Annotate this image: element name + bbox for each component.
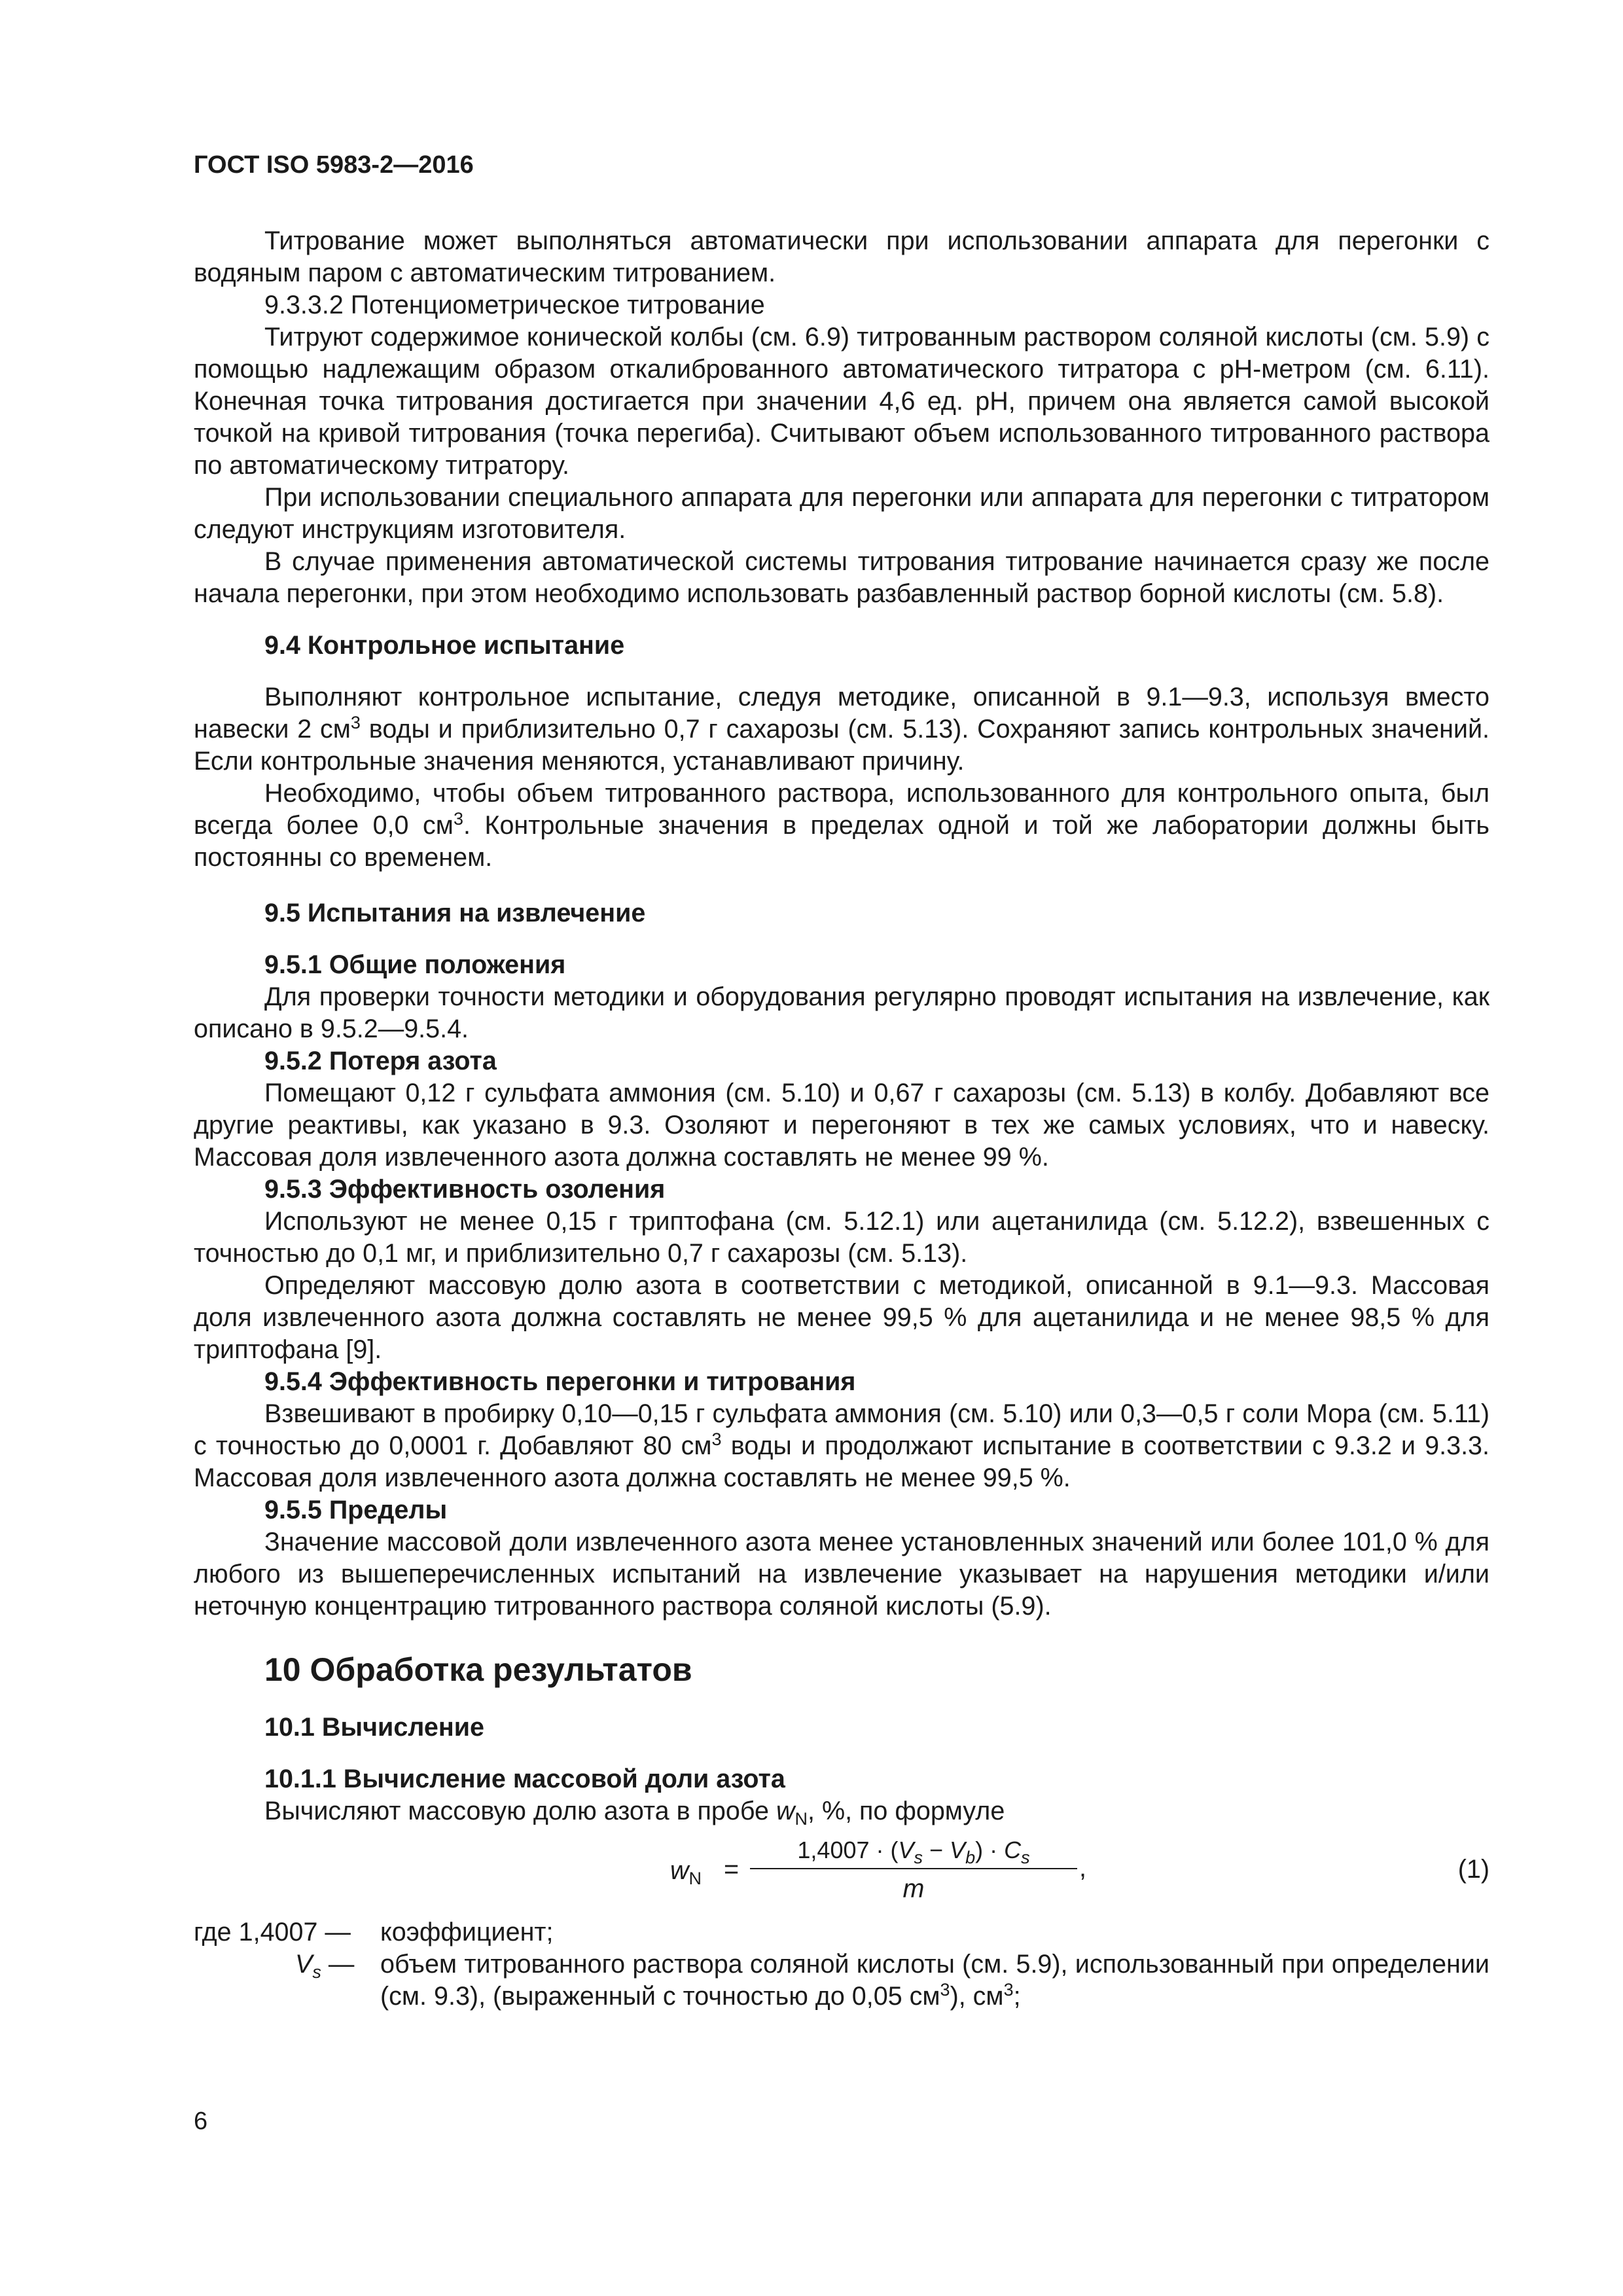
section-heading-9-5-2: 9.5.2 Потеря азота <box>264 1047 497 1075</box>
section-heading-9-4: 9.4 Контрольное испытание <box>264 631 625 660</box>
paragraph: Вычисляют массовую долю азота в пробе $w_N$, %, по формуле <box>264 1797 1005 1829</box>
paragraph: Необходимо, чтобы объем титрованного раствора, использованного для контрольного опыта, был всегда более 0,0 $см^3$. Контрольные значения в пределах одной и той же лаборатории должны быть постоянны со временем. <box>194 779 1489 872</box>
formula-comma: , <box>1079 1854 1086 1882</box>
page-number: 6 <box>194 2108 208 2135</box>
paragraph: Значение массовой доли извлеченного азота менее установленных значений или более 101,0 % для любого из вышеперечисленных испытаний на извлечение указывает на нарушения методики и/или неточную концентрацию титрованного раствора соляной кислоты (5.9). <box>194 1528 1489 1621</box>
formula-1 <box>194 1834 1489 1906</box>
where-coefficient-text: коэффициент; <box>380 1918 554 1946</box>
section-heading-9-5-1: 9.5.1 Общие положения <box>264 950 566 979</box>
where-vs <box>194 1948 1489 2013</box>
section-heading-9-5-3: 9.5.3 Эффективность озоления <box>264 1175 666 1204</box>
paragraph: Выполняют контрольное испытание, следуя методике, описанной в 9.1—9.3, используя вместо навески 2 $см^3$ воды и приблизительно 0,7 г сахарозы (см. 5.13). Сохраняют запись контрольных значений. Если контрольные значения меняются, устанавливают причину. <box>194 683 1489 776</box>
paragraph: Взвешивают в пробирку 0,10—0,15 г сульфата аммония (см. 5.10) или 0,3—0,5 г соли Мора (см. 5.11) с точностью до 0,0001 г. Добавляют 80 $см^3$ воды и продолжают испытание в соответствии с 9.3.2 и 9.3.3. Массовая доля извлеченного азота должна составлять не менее 99,5 %. <box>194 1399 1489 1492</box>
document-body <box>194 225 1489 2013</box>
paragraph: Титрование может выполняться автоматически при использовании аппарата для перегонки с водяным паром с автоматическим титрованием. <box>194 226 1489 287</box>
formula-number: (1) <box>1457 1855 1489 1884</box>
paragraph: При использовании специального аппарата для перегонки или аппарата для перегонки с титратором следуют инструкциям изготовителя. <box>194 483 1489 544</box>
section-heading-9-5-5: 9.5.5 Пределы <box>264 1496 448 1524</box>
paragraph: Определяют массовую долю азота в соответствии с методикой, описанной в 9.1—9.3. Массовая доля извлеченного азота должна составлять не менее 99,5 % для ацетанилида и не менее 98,5 % для триптофана [9]. <box>194 1271 1489 1364</box>
paragraph: Для проверки точности методики и оборудования регулярно проводят испытания на извлечение, как описано в 9.5.2—9.5.4. <box>194 982 1489 1043</box>
vs-symbol: $V_s$ — <box>295 1950 355 1982</box>
paragraph: Титруют содержимое конической колбы (см. 6.9) титрованным раствором соляной кислоты (см. 5.9) с помощью надлежащим образом откалиброванного автоматического титратора с pH-метром (см. 6.11). Конечная точка титрования достигается при значении 4,6 ед. pH, причем она является самой высокой точкой на кривой титрования (точка перегиба). Считывают объем использованного титрованного раствора по автоматическому титратору. <box>194 323 1489 480</box>
fraction-line <box>750 1868 1077 1869</box>
paragraph: Используют не менее 0,15 г триптофана (см. 5.12.1) или ацетанилида (см. 5.12.2), взвешенных с точностью до 0,1 мг, и приблизительно 0,7 г сахарозы (см. 5.13). <box>194 1207 1489 1268</box>
formula-equals: = <box>724 1855 740 1884</box>
subsection-title: 9.3.3.2 Потенциометрическое титрование <box>264 291 765 319</box>
where-coefficient <box>194 1916 1489 1948</box>
formula-denominator: m <box>902 1874 925 1903</box>
vs-definition: объем титрованного раствора соляной кислоты (см. 5.9), использованный при определении (см. 9.3), (выраженный с точностью до 0,05 $см^3$), $см^3$; <box>380 1950 1489 2011</box>
chapter-heading-10: 10 Обработка результатов <box>264 1651 692 1688</box>
standard-header: ГОСТ ISO 5983-2—2016 <box>194 151 474 179</box>
formula-numerator: $1,4007 \cdot (V_s - V_b) \cdot C_s$ <box>797 1837 1030 1867</box>
paragraph: В случае применения автоматической системы титрования титрование начинается сразу же после начала перегонки, при этом необходимо использовать разбавленный раствор борной кислоты (см. 5.8). <box>194 547 1489 608</box>
formula-lhs: $w_N$ <box>670 1856 702 1888</box>
section-heading-9-5: 9.5 Испытания на извлечение <box>264 899 646 927</box>
where-label: где 1,4007 — <box>194 1918 351 1946</box>
section-heading-10-1: 10.1 Вычисление <box>264 1713 484 1742</box>
section-heading-10-1-1: 10.1.1 Вычисление массовой доли азота <box>264 1765 785 1793</box>
paragraph: Помещают 0,12 г сульфата аммония (см. 5.10) и 0,67 г сахарозы (см. 5.13) в колбу. Добавляют все другие реактивы, как указано в 9.3. Озоляют и перегоняют в тех же самых условиях, что и навеску. Массовая доля извлеченного азота должна составлять не менее 99 %. <box>194 1079 1489 1172</box>
section-heading-9-5-4: 9.5.4 Эффективность перегонки и титрования <box>264 1367 856 1396</box>
